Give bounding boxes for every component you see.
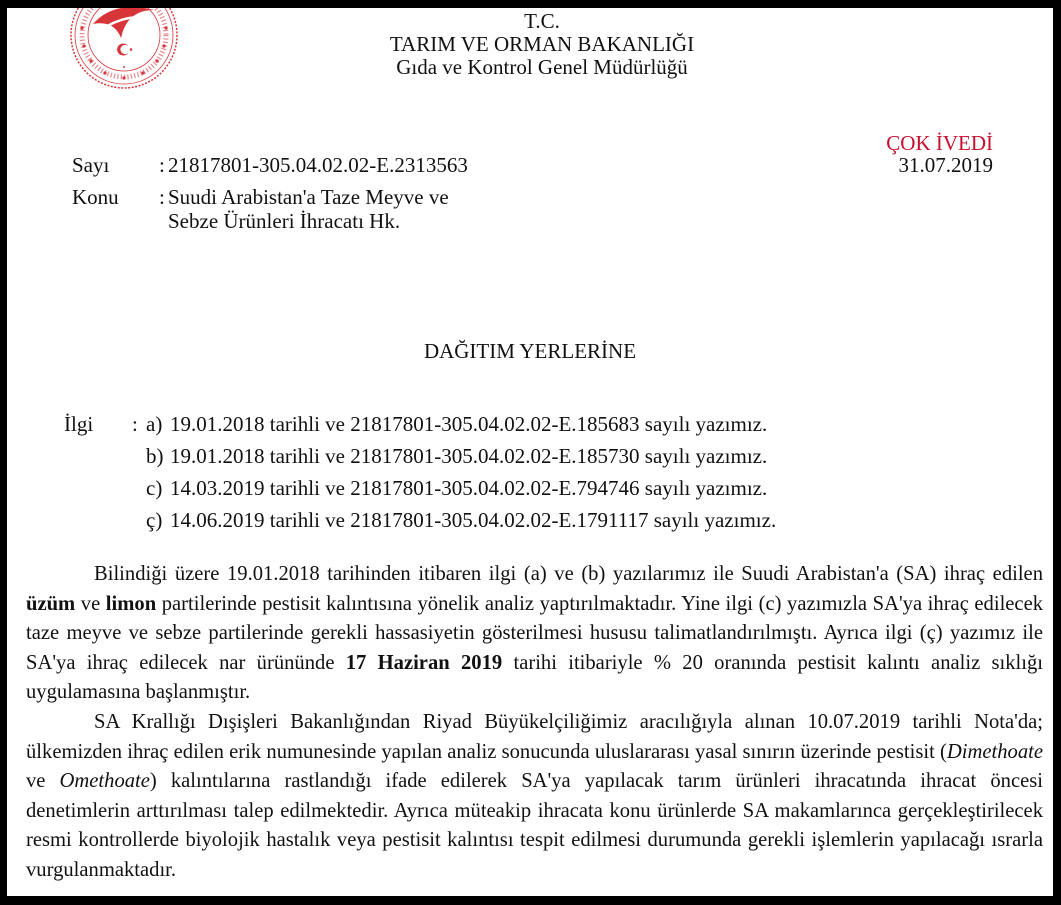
ilgi-colon: :	[132, 412, 138, 436]
header-tc: T.C.	[524, 9, 560, 33]
ilgi-label: İlgi	[64, 412, 94, 436]
distribution-heading: DAĞITIM YERLERİNE	[423, 339, 637, 363]
text: ve	[75, 592, 106, 615]
sayi-label: Sayı	[72, 153, 110, 177]
reference-marker: ç)	[146, 508, 163, 532]
konu-colon: :	[159, 185, 165, 209]
text: ) kalıntılarına rastlandığı ifade edilerek SA'ya yapılacak tarım ürünleri ihracatında ihracat öncesi denetimlerin arttırılması talep edilmektedir. Ayrıca müteakip ihracata konu ürünlerde SA makamlarınca gerçekleştirilecek resmi kontrollerde biyolojik hastalık veya pestisit kalıntısı tespit edilmesi durumunda gerekli işlemlerin yapılacağı ısrarla vurgulanmaktadır.	[26, 770, 1043, 881]
italic-text: Omethoate	[59, 770, 150, 793]
reference-marker: b)	[146, 444, 164, 468]
body-paragraph-1	[26, 560, 1043, 708]
text: SA Krallığı Dışişleri Bakanlığından Riyad Büyükelçiliğimiz aracılığıyla alınan 10.07.2019 tarihli Nota'da; ülkemizden ihraç edilen erik numunesinde yapılan analiz sonucunda uluslararası yasal sınırın üzerinde pestisit (	[26, 711, 1043, 763]
text: tarihi itibariyle % 20 oranında pestisit kalıntı analiz sıklığı uygulamasına başlanmıştır.	[26, 651, 1044, 704]
reference-text: 19.01.2018 tarihli ve 21817801-305.04.02.02-E.185683 sayılı yazımız.	[170, 412, 768, 436]
text: ve	[26, 770, 60, 793]
konu-label: Konu	[72, 185, 119, 209]
document-date: 31.07.2019	[898, 153, 993, 177]
reference-item	[146, 476, 767, 500]
bold-text: limon	[105, 592, 157, 615]
body-paragraph-2	[26, 708, 1043, 886]
konu-line-1: Suudi Arabistan'a Taze Meyve ve	[168, 185, 449, 209]
header-ministry: TARIM VE ORMAN BAKANLIĞI	[389, 32, 695, 56]
priority-label: ÇOK İVEDİ	[886, 131, 993, 155]
ministry-seal-icon	[69, 8, 179, 90]
reference-marker: a)	[146, 412, 163, 436]
sayi-value: 21817801-305.04.02.02-E.2313563	[168, 153, 468, 177]
konu-line-2: Sebze Ürünleri İhracatı Hk.	[168, 209, 401, 233]
reference-text: 19.01.2018 tarihli ve 21817801-305.04.02.02-E.185730 sayılı yazımız.	[170, 444, 768, 468]
italic-text: Dimethoate	[946, 740, 1043, 763]
bold-text: 17 Haziran 2019	[345, 651, 503, 674]
reference-item	[146, 412, 767, 436]
reference-item	[146, 508, 776, 532]
document-page	[7, 8, 1053, 896]
reference-text: 14.03.2019 tarihli ve 21817801-305.04.02.02-E.794746 sayılı yazımız.	[170, 476, 768, 500]
text: partilerinde pestisit kalıntısına yönelik analiz yaptırılmaktadır. Yine ilgi (c) yazımızla SA'ya ihraç edilecek taze meyve ve sebze partilerinde gerekli hassasiyetin gösterilmesi hususu talimatlandırılmıştı. Ayrıca ilgi (ç) yazımız ile SA'ya ihraç edilecek nar ürününde	[26, 592, 1044, 674]
reference-text: 14.06.2019 tarihli ve 21817801-305.04.02.02-E.1791117 sayılı yazımız.	[170, 508, 777, 532]
text: Bilindiği üzere 19.01.2018 tarihinden itibaren ilgi (a) ve (b) yazılarımız ile Suudi Arabistan'a (SA) ihraç edilen	[94, 563, 1043, 585]
sayi-colon: :	[159, 153, 165, 177]
reference-marker: c)	[146, 476, 163, 500]
reference-item	[146, 444, 767, 468]
header-directorate: Gıda ve Kontrol Genel Müdürlüğü	[396, 55, 688, 79]
bold-text: üzüm	[26, 592, 76, 615]
